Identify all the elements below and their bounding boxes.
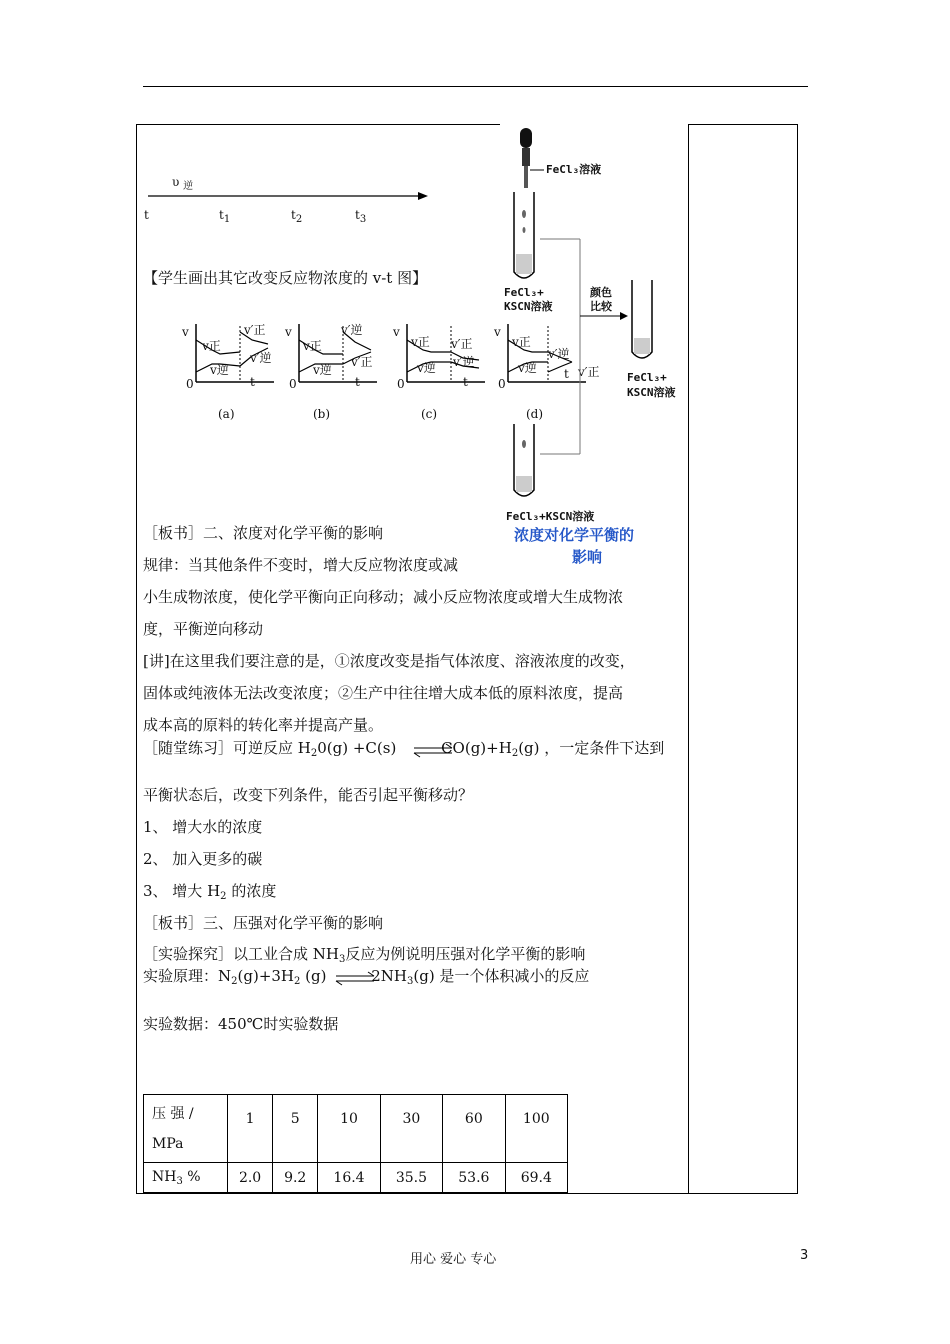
graph-c-t: t bbox=[463, 375, 468, 389]
principle-line: 实验原理：$N_2(g)+3H_2$ (g) $2NH_3(g)$ 是一个体积减小的反应 bbox=[143, 967, 590, 987]
table-cell: 16.4 bbox=[318, 1163, 380, 1193]
experiment-title-1: 浓度对化学平衡的 bbox=[514, 526, 635, 544]
page-number: 3 bbox=[800, 1248, 809, 1263]
graph-d-label-mid: v′逆 bbox=[548, 347, 570, 361]
reversible-arrow-icon bbox=[412, 742, 454, 758]
graph-c bbox=[391, 318, 496, 428]
graph-b-v: v bbox=[285, 325, 292, 339]
data-line: 实验数据：450℃时实验数据 bbox=[143, 1015, 339, 1033]
table-cell: 69.4 bbox=[505, 1163, 567, 1193]
graph-a-label-mid: v正 bbox=[202, 339, 221, 353]
table-header-pressure: 压 强 / MPa bbox=[144, 1095, 228, 1163]
table-cell: 35.5 bbox=[380, 1163, 442, 1193]
table-cell: 10 bbox=[318, 1095, 380, 1163]
axis-t: t bbox=[144, 208, 149, 222]
graph-b-t: t bbox=[355, 375, 360, 389]
dropper-neck-icon bbox=[522, 148, 530, 166]
graph-d-origin: 0 bbox=[498, 377, 506, 391]
axis-t2: $t_2$ bbox=[291, 208, 303, 225]
rule-line-1: 规律：当其他条件不变时，增大反应物浓度或减 bbox=[143, 556, 459, 574]
graph-b-label-top: v′逆 bbox=[341, 323, 363, 337]
graph-a-label-low: v′逆 bbox=[250, 351, 272, 365]
solution-top-icon bbox=[516, 254, 532, 274]
footer-motto: 用心 爱心 专心 bbox=[410, 1252, 497, 1267]
axis-t3: $t_3$ bbox=[355, 208, 367, 225]
graph-b-label-mid: v正 bbox=[303, 339, 322, 353]
practice-line-1: ［随堂练习］可逆反应 $H_20(g) +C(s)$ $CO(g)+H_2(g)$ ，一定条件下达到 bbox=[143, 739, 665, 759]
dropper-bulb-icon bbox=[520, 128, 532, 148]
graph-d-t: t bbox=[564, 367, 569, 381]
graph-c-origin: 0 bbox=[397, 377, 405, 391]
graph-c-label-top: v正 bbox=[411, 335, 430, 349]
question-3: 3、 增大 $H_2$ 的浓度 bbox=[143, 882, 277, 902]
graph-b-label-low: v′正 bbox=[351, 355, 373, 369]
student-heading: 【学生画出其它改变反应物浓度的 v-t 图】 bbox=[143, 269, 428, 287]
axis-t1: $t_1$ bbox=[219, 208, 231, 225]
question-1: 1、 增大水的浓度 bbox=[143, 818, 263, 836]
rule-line-2: 小生成物浓度，使化学平衡向正向移动；减小反应物浓度或增大生成物浓 bbox=[143, 588, 624, 606]
practice-line-2: 平衡状态后，改变下列条件，能否引起平衡移动？ bbox=[143, 786, 474, 804]
time-axis bbox=[140, 186, 430, 206]
graph-d-label-top: v正 bbox=[512, 335, 531, 349]
graph-c-caption: (c) bbox=[421, 407, 438, 421]
graph-a bbox=[180, 318, 285, 428]
lecture-line-2: 固体或纯液体无法改变浓度；②生产中往往增大成本低的原料浓度，提高 bbox=[143, 684, 624, 702]
table-cell: 53.6 bbox=[443, 1163, 505, 1193]
rule-line-3: 度，平衡逆向移动 bbox=[143, 620, 264, 638]
tube-bottom-label: FeCl₃+KSCN溶液 bbox=[506, 510, 595, 523]
table-row-nh3 bbox=[144, 1163, 568, 1193]
graph-c-label-bottom: v逆 bbox=[417, 361, 436, 375]
graph-b-label-bottom: v逆 bbox=[313, 363, 332, 377]
question-2: 2、 加入更多的碳 bbox=[143, 850, 263, 868]
graph-a-origin: 0 bbox=[186, 377, 194, 391]
dropper-tip-icon bbox=[524, 166, 528, 188]
explore-line: ［实验探究］以工业合成 $NH_3$反应为例说明压强对化学平衡的影响 bbox=[143, 945, 586, 965]
table-bottom-border bbox=[136, 1193, 798, 1194]
graph-c-v: v bbox=[393, 325, 400, 339]
tube-right-label-2: KSCN溶液 bbox=[627, 386, 676, 399]
lecture-line-3: 成本高的原料的转化率并提高产量。 bbox=[143, 716, 384, 734]
experiment-illustration bbox=[500, 124, 690, 514]
graph-d-label-low: v′正 bbox=[578, 365, 600, 379]
reversible-arrow-icon-2 bbox=[334, 970, 376, 986]
tube-top-label: FeCl₃+ KSCN溶液 bbox=[504, 286, 553, 313]
table-right-border bbox=[797, 124, 798, 1193]
table-top-border-left bbox=[136, 124, 500, 125]
table-cell: 5 bbox=[273, 1095, 318, 1163]
header-rule bbox=[143, 86, 808, 87]
lecture-line-1: [讲]在这里我们要注意的是，①浓度改变是指气体浓度、溶液浓度的改变， bbox=[143, 652, 635, 670]
graph-a-caption: (a) bbox=[218, 407, 235, 421]
pressure-data-table bbox=[143, 1094, 568, 1193]
board-section-2: ［板书］二、浓度对化学平衡的影响 bbox=[143, 524, 384, 542]
graph-d-label-bottom: v逆 bbox=[518, 361, 537, 375]
graph-c-label-mid: v′正 bbox=[451, 337, 473, 351]
graph-c-label-low: v′逆 bbox=[453, 355, 475, 369]
graph-d-caption: (d) bbox=[526, 407, 544, 421]
table-cell: 1 bbox=[228, 1095, 273, 1163]
graph-a-t: t bbox=[250, 375, 255, 389]
table-cell: 9.2 bbox=[273, 1163, 318, 1193]
table-cell: 100 bbox=[505, 1095, 567, 1163]
graph-d-v: v bbox=[494, 325, 501, 339]
experiment-title-2: 影响 bbox=[572, 548, 603, 566]
graph-b-origin: 0 bbox=[289, 377, 297, 391]
graph-a-v: v bbox=[182, 325, 189, 339]
tube-right-label-1: FeCl₃+ bbox=[627, 371, 667, 384]
table-header-nh3: $NH_3$ % bbox=[144, 1163, 228, 1193]
table-top-border-right bbox=[688, 124, 798, 125]
table-cell: 30 bbox=[380, 1095, 442, 1163]
arrow-right-icon bbox=[620, 312, 628, 320]
table-cell: 60 bbox=[443, 1095, 505, 1163]
graph-a-label-bottom: v逆 bbox=[210, 363, 229, 377]
compare-label: 颜色比较 bbox=[590, 286, 612, 313]
table-cell: 2.0 bbox=[228, 1163, 273, 1193]
graph-b-caption: (b) bbox=[313, 407, 331, 421]
graph-b bbox=[283, 318, 388, 428]
graph-a-label-top: v′正 bbox=[244, 323, 266, 337]
table-row-pressure bbox=[144, 1095, 568, 1163]
board-section-3: ［板书］三、压强对化学平衡的影响 bbox=[143, 914, 384, 932]
table-left-border bbox=[136, 124, 137, 1193]
v-reverse-label: υ $_逆$ bbox=[172, 175, 194, 192]
dropper-label: FeCl₃溶液 bbox=[546, 163, 602, 176]
